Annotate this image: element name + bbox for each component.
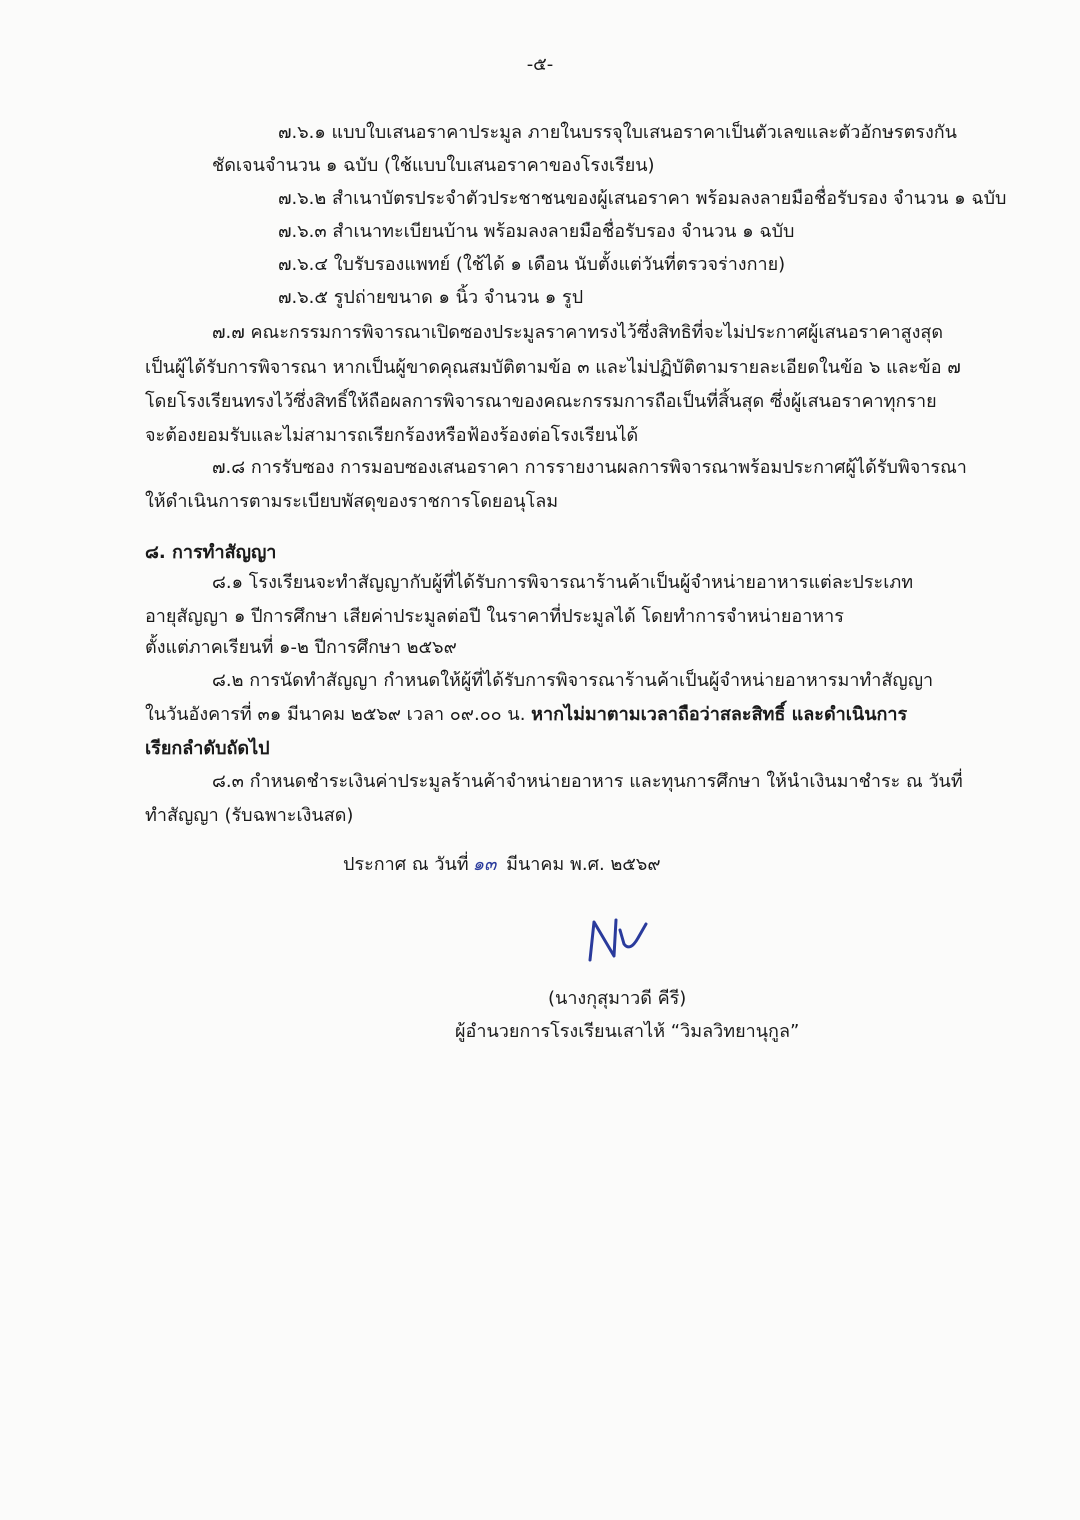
signer-name: (นางกุสุมาวดี คีรี) [548,988,687,1009]
para-8-2-line-2-plain: ในวันอังคารที่ ๓๑ มีนาคม ๒๕๖๙ เวลา ๐๙.๐๐ น. [145,704,532,725]
item-7-6-5: ๗.๖.๕ รูปถ่ายขนาด ๑ นิ้ว จำนวน ๑ รูป [278,287,584,308]
para-8-2-line-2 [145,702,907,728]
item-7-6-2: ๗.๖.๒ สำเนาบัตรประจำตัวประชาชนของผู้เสนอราคา พร้อมลงลายมือชื่อรับรอง จำนวน ๑ ฉบับ [278,188,1007,209]
section-8-heading: ๘. การทำสัญญา [145,542,277,563]
para-8-2-line-2-bold: หากไม่มาตามเวลาถือว่าสละสิทธิ์ และดำเนินการ [531,704,908,725]
para-7-8-line-2: ให้ดำเนินการตามระเบียบพัสดุของราชการโดยอนุโลม [145,491,559,512]
para-8-1-line-1: ๘.๑ โรงเรียนจะทำสัญญากับผู้ที่ได้รับการพิจารณาร้านค้าเป็นผู้จำหน่ายอาหารแต่ละประเภท [212,572,914,593]
announce-day: ๑๓ [472,854,497,875]
para-7-7-line-2: เป็นผู้ได้รับการพิจารณา หากเป็นผู้ขาดคุณสมบัติตามข้อ ๓ และไม่ปฏิบัติตามรายละเอียดในข้อ ๖ และข้อ ๗ [145,357,961,378]
para-8-2-line-3: เรียกลำดับถัดไป [145,738,270,759]
signature-mark [584,908,654,968]
para-8-1-line-2: อายุสัญญา ๑ ปีการศึกษา เสียค่าประมูลต่อปี ในราคาที่ประมูลได้ โดยทำการจำหน่ายอาหาร [145,606,844,627]
para-7-7-line-3: โดยโรงเรียนทรงไว้ซึ่งสิทธิ์ให้ถือผลการพิจารณาของคณะกรรมการถือเป็นที่สิ้นสุด ซึ่งผู้เสนอราคาทุกราย [145,391,937,412]
para-8-1-line-3: ตั้งแต่ภาคเรียนที่ ๑-๒ ปีการศึกษา ๒๕๖๙ [145,637,457,658]
announce-suffix: มีนาคม พ.ศ. ๒๕๖๙ [500,854,661,875]
announce-date [343,852,661,878]
para-7-7-line-1: ๗.๗ คณะกรรมการพิจารณาเปิดซองประมูลราคาทรงไว้ซึ่งสิทธิที่จะไม่ประกาศผู้เสนอราคาสูงสุด [212,322,944,343]
item-7-6-1: ๗.๖.๑ แบบใบเสนอราคาประมูล ภายในบรรจุใบเสนอราคาเป็นตัวเลขและตัวอักษรตรงกัน [278,122,957,143]
para-8-3-line-1: ๘.๓ กำหนดชำระเงินค่าประมูลร้านค้าจำหน่ายอาหาร และทุนการศึกษา ให้นำเงินมาชำระ ณ วันที่ [212,771,963,792]
item-7-6-4: ๗.๖.๔ ใบรับรองแพทย์ (ใช้ได้ ๑ เดือน นับตั้งแต่วันที่ตรวจร่างกาย) [278,254,786,275]
announce-prefix: ประกาศ ณ วันที่ [343,854,469,875]
para-7-7-line-4: จะต้องยอมรับและไม่สามารถเรียกร้องหรือฟ้องร้องต่อโรงเรียนได้ [145,425,639,446]
signer-position: ผู้อำนวยการโรงเรียนเสาไห้ “วิมลวิทยานุกูล” [455,1021,800,1042]
page-number: -๕- [526,54,554,75]
para-8-2-line-1: ๘.๒ การนัดทำสัญญา กำหนดให้ผู้ที่ได้รับการพิจารณาร้านค้าเป็นผู้จำหน่ายอาหารมาทำสัญญา [212,670,934,691]
item-7-6-1-cont: ชัดเจนจำนวน ๑ ฉบับ (ใช้แบบใบเสนอราคาของโรงเรียน) [212,155,655,176]
item-7-6-3: ๗.๖.๓ สำเนาทะเบียนบ้าน พร้อมลงลายมือชื่อรับรอง จำนวน ๑ ฉบับ [278,221,795,242]
para-8-3-line-2: ทำสัญญา (รับฉพาะเงินสด) [145,805,354,826]
para-7-8-line-1: ๗.๘ การรับซอง การมอบซองเสนอราคา การรายงานผลการพิจารณาพร้อมประกาศผู้ได้รับพิจารณา [212,457,967,478]
